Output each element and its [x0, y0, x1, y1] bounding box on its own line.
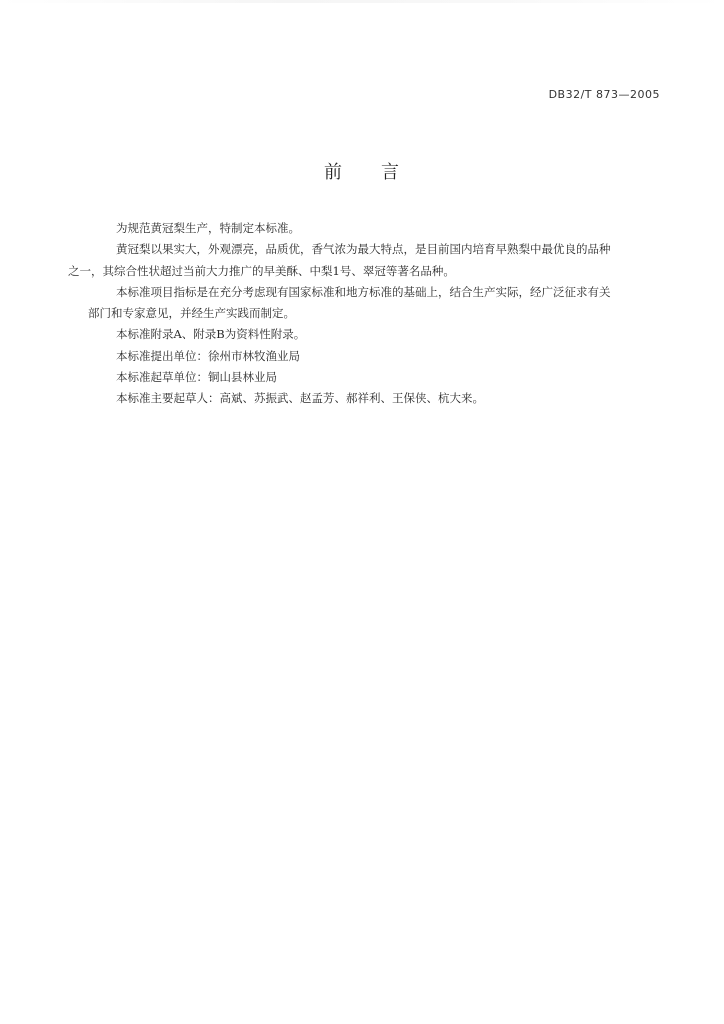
paragraph-purpose — [88, 218, 672, 239]
paragraph-text: 本标准主要起草人：高斌、苏振武、赵孟芳、郝祥利、王保侠、杭大来。 — [116, 391, 484, 406]
paragraph-text: 为规范黄冠梨生产，特制定本标准。 — [116, 221, 300, 235]
paragraph-drafters — [88, 388, 672, 409]
paragraph-text: 本标准项目指标是在充分考虑现有国家标准和地方标准的基础上，结合生产实际，经广泛征求有关 — [116, 284, 611, 299]
paragraph-text: 本标准附录A、附录B为资料性附录。 — [116, 327, 306, 342]
page-title — [0, 158, 724, 184]
paragraph-text-continued: 之一，其综合性状超过当前大力推广的早美酥、中梨1号、翠冠等著名品种。 — [68, 263, 455, 278]
paragraph-text: 黄冠梨以果实大，外观漂亮，品质优，香气浓为最大特点，是目前国内培育早熟梨中最优良的品种 — [116, 242, 611, 257]
paragraph-text-continued: 部门和专家意见，并经生产实践而制定。 — [88, 306, 295, 321]
paragraph-variety-description — [88, 239, 672, 260]
paragraph-appendix — [88, 324, 672, 345]
paragraph-text: 本标准提出单位：徐州市林牧渔业局 — [116, 348, 300, 363]
document-code: DB32/T 873—2005 — [548, 88, 660, 101]
paragraph-drafting-unit — [88, 367, 672, 388]
paragraph-basis — [88, 282, 672, 303]
paragraph-variety-description-continued — [68, 261, 672, 282]
title-char-2: 言 — [381, 162, 400, 183]
paragraph-basis-continued — [88, 303, 672, 324]
paragraph-proposer — [88, 346, 672, 367]
foreword-body — [68, 218, 672, 410]
paragraph-text: 本标准起草单位：铜山县林业局 — [116, 370, 277, 385]
title-char-1: 前 — [324, 162, 343, 183]
scan-edge-artifact — [0, 0, 724, 3]
